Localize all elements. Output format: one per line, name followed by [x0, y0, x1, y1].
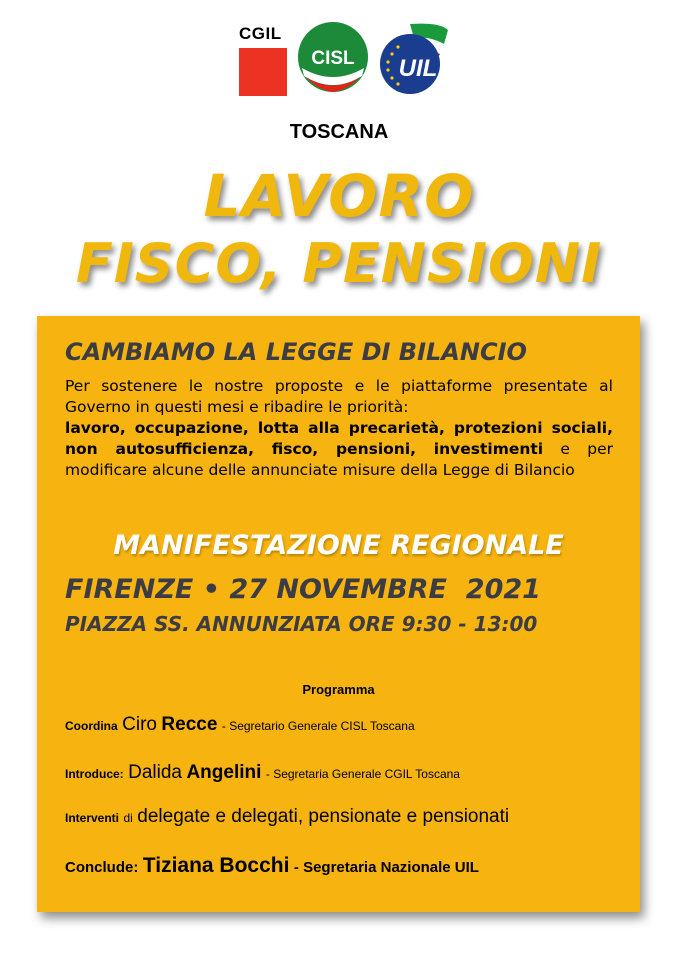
intro-label: Introduce:	[65, 767, 124, 781]
interv-text: delegate e delegati, pensionate e pensionati	[137, 806, 510, 827]
event-date: FIRENZE • 27 NOVEMBRE 2021	[65, 574, 541, 605]
program-row-introduce	[65, 762, 460, 784]
intro-last-name: Angelini	[186, 762, 262, 783]
cgil-logo-text: CGIL	[239, 24, 282, 43]
concl-name: Tiziana Bocchi	[142, 854, 290, 877]
cgil-red-square	[239, 48, 287, 96]
cisl-logo	[296, 20, 370, 94]
coord-role: - Segretario Generale CISL Toscana	[221, 719, 415, 733]
headline-line1: LAVORO	[203, 162, 475, 230]
region-label: TOSCANA	[289, 121, 389, 143]
intro-role: - Segretaria Generale CGIL Toscana	[265, 767, 460, 781]
interv-label: Interventi	[65, 811, 120, 825]
concl-label: Conclude:	[65, 859, 139, 876]
info-panel	[37, 316, 640, 912]
event-type: MANIFESTAZIONE REGIONALE	[113, 530, 564, 561]
cgil-logo	[233, 24, 293, 90]
headline-line2: FISCO, PENSIONI	[75, 232, 603, 295]
concl-role: - Segretaria Nazionale UIL	[293, 859, 479, 876]
uil-logo	[370, 20, 452, 96]
intro-plain: Per sostenere le nostre proposte e le piattaforme presentate al Governo in questi mesi e ribadire le priorità:	[65, 377, 613, 416]
program-heading: Programma	[302, 682, 375, 697]
union-logos	[0, 18, 678, 98]
coord-last-name: Recce	[161, 714, 218, 735]
intro-tail: e per modificare alcune delle annunciate misure della Legge di Bilancio	[65, 440, 613, 479]
intro-paragraph	[65, 376, 613, 481]
program-row-conclude	[65, 854, 479, 878]
interv-di: di	[123, 811, 133, 825]
program-row-interventi	[65, 806, 509, 828]
event-place: PIAZZA SS. ANNUNZIATA ORE 9:30 - 13:00	[65, 612, 538, 636]
intro-first-name: Dalida	[128, 762, 182, 783]
panel-title: CAMBIAMO LA LEGGE DI BILANCIO	[65, 338, 527, 366]
coord-first-name: Ciro	[122, 714, 157, 735]
uil-logo-text: UIL	[398, 55, 438, 82]
program-row-coordina	[65, 714, 415, 736]
cisl-logo-text: CISL	[311, 48, 355, 69]
coord-label: Coordina	[65, 719, 118, 733]
intro-priorities: lavoro, occupazione, lotta alla precarietà, protezioni sociali, non autosufficienza, fisco, pensioni, investimenti	[65, 419, 613, 458]
